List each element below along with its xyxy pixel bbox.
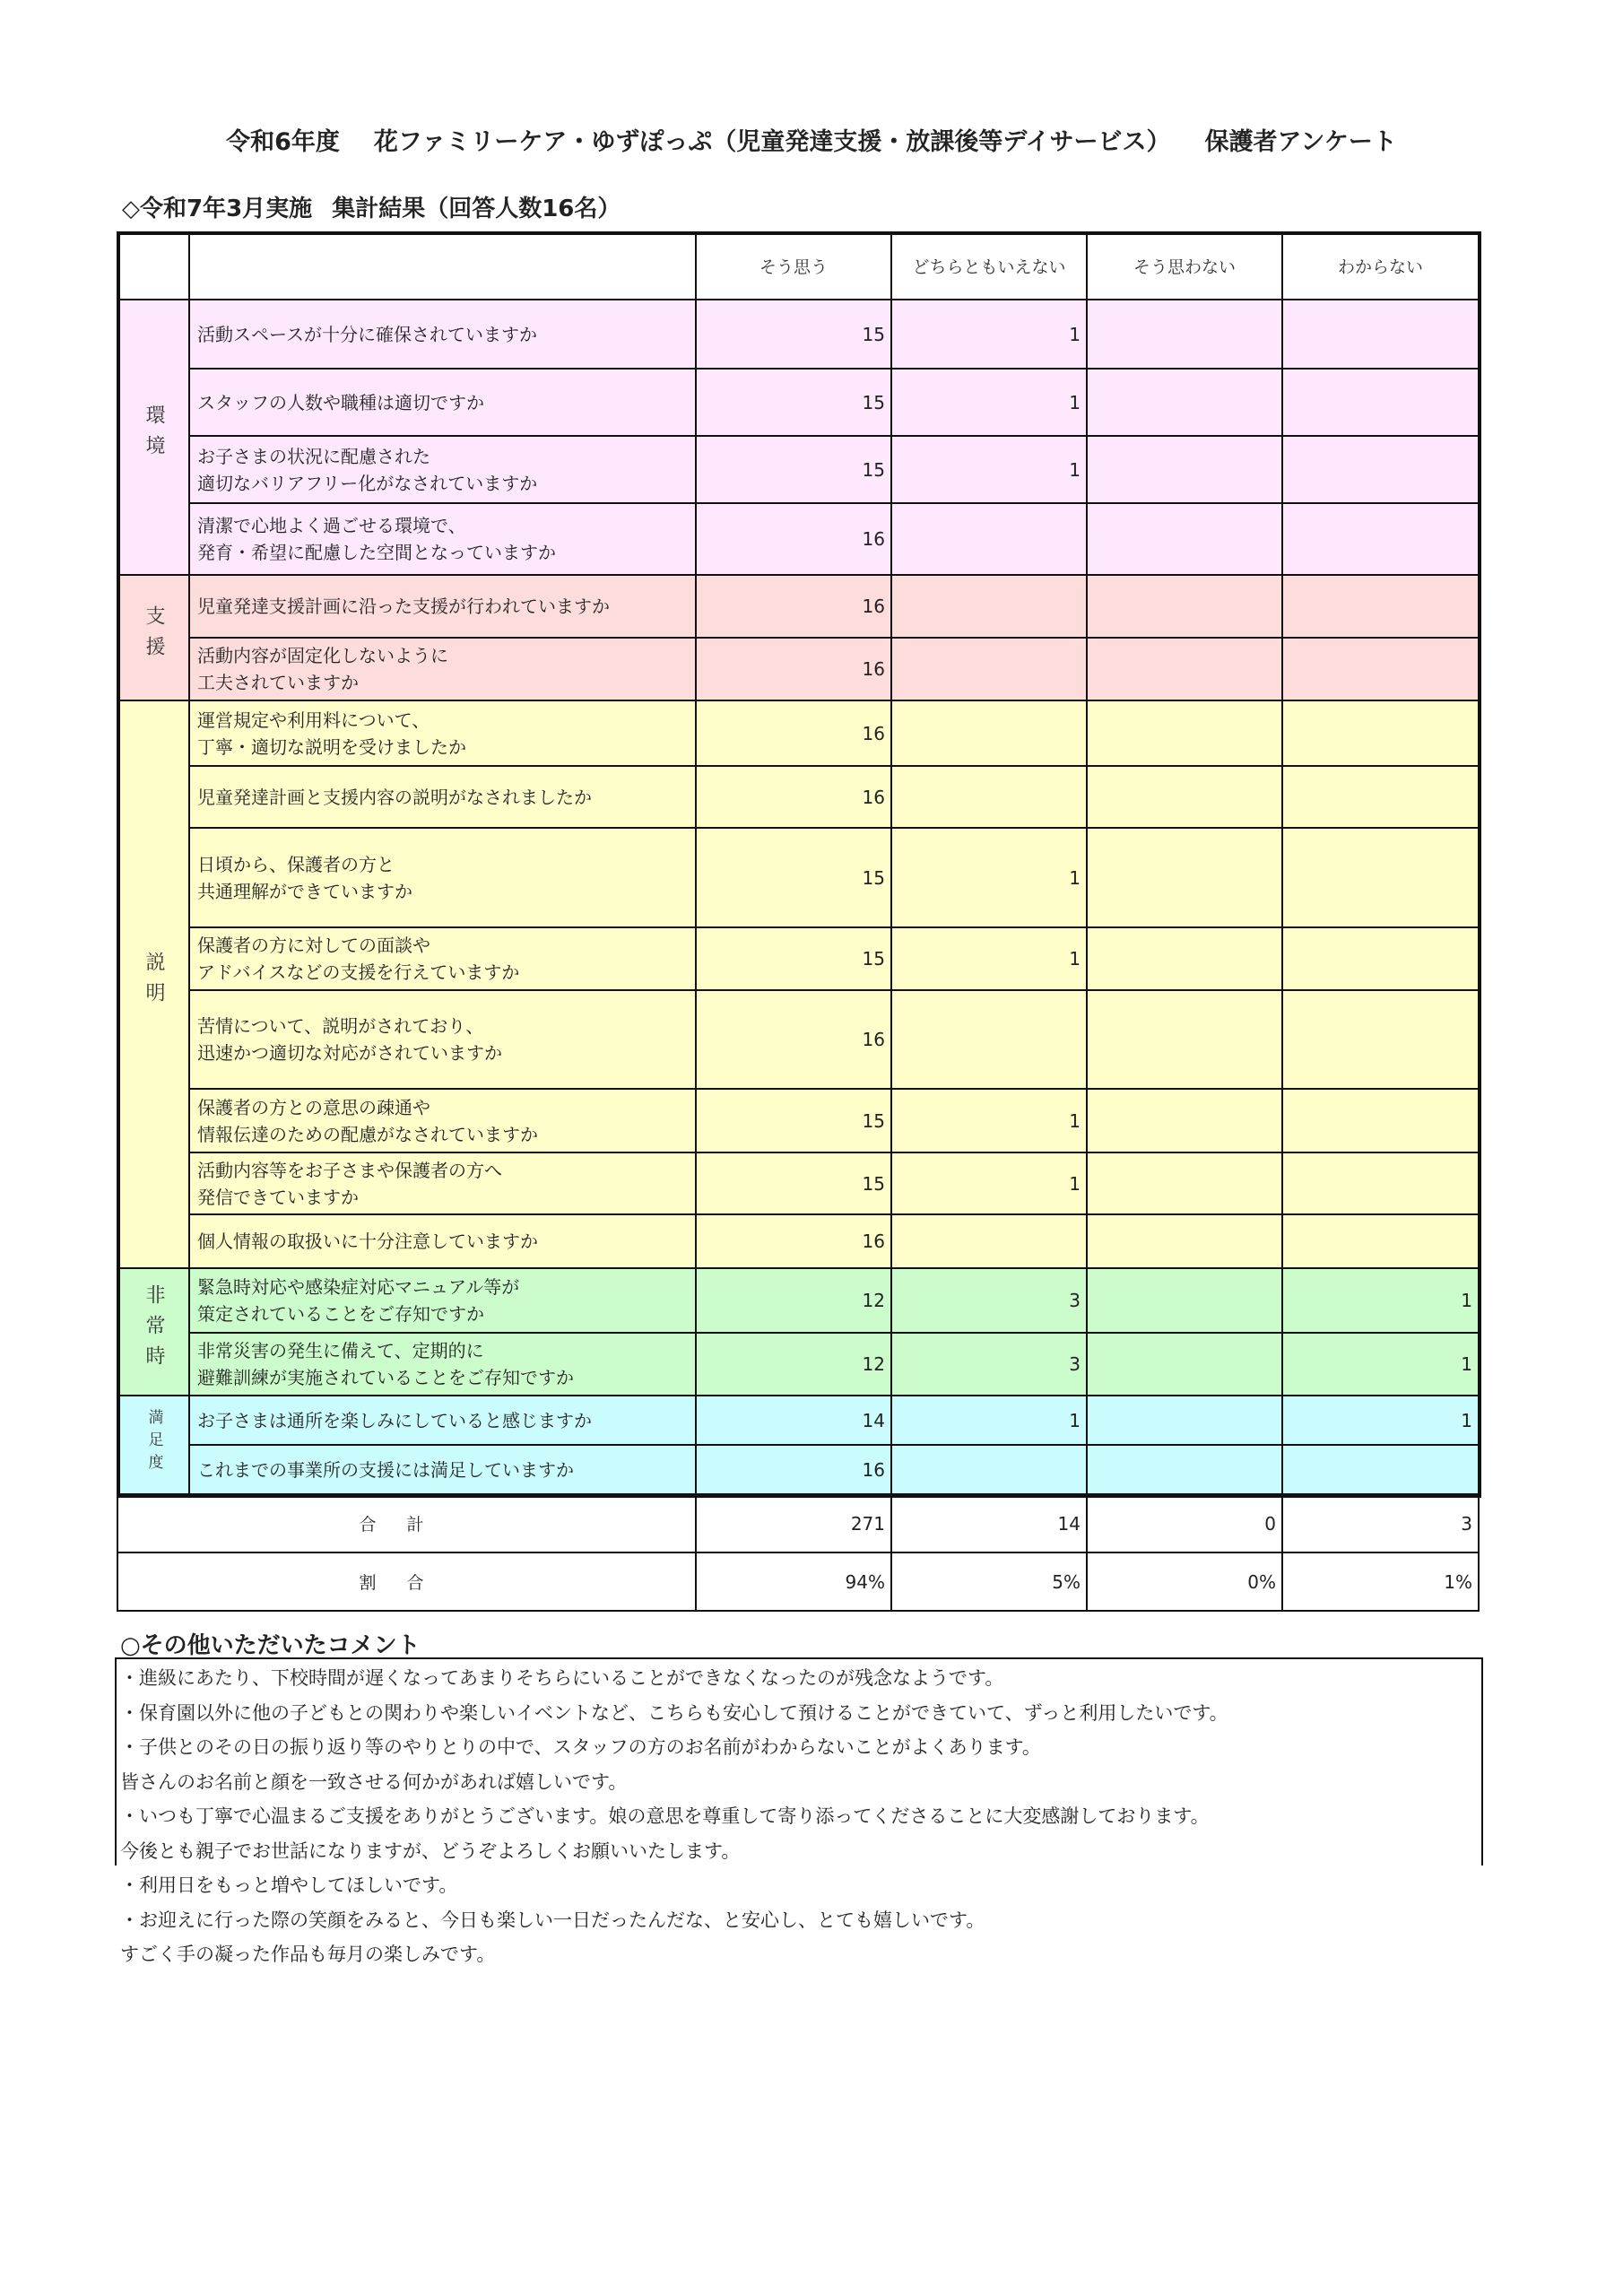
question-line: 適切なバリアフリー化がなされていますか — [197, 472, 538, 494]
ratio-row-value: 5% — [891, 1552, 1087, 1611]
question-text — [189, 1396, 696, 1445]
column-header-unknown: わからない — [1282, 232, 1479, 300]
value-neutral — [891, 766, 1087, 828]
category-label: 環境 — [143, 404, 165, 465]
question-text — [189, 1089, 696, 1152]
question-line: 非常災害の発生に備えて、定期的に — [197, 1340, 484, 1361]
question-line: これまでの事業所の支援には満足していますか — [197, 1458, 574, 1481]
comments-title: ○その他いただいたコメント — [120, 1632, 421, 1659]
value-agree: 15 — [696, 1152, 891, 1214]
value-neutral — [891, 990, 1087, 1089]
question-text — [189, 1268, 696, 1333]
question-text — [189, 1214, 696, 1268]
header-question-cell — [189, 232, 696, 300]
question-line: 発育・希望に配慮した空間となっていますか — [197, 542, 556, 563]
table-row — [117, 1089, 1479, 1152]
question-text — [189, 700, 696, 766]
question-line: 丁寧・適切な説明を受けましたか — [197, 735, 466, 758]
value-agree: 15 — [696, 369, 891, 436]
value-disagree — [1087, 638, 1282, 700]
table-row — [117, 1268, 1479, 1333]
value-disagree — [1087, 927, 1282, 990]
results-subtitle — [122, 190, 621, 223]
table-row — [117, 1152, 1479, 1214]
question-line: 緊急時対応や感染症対応マニュアル等が — [197, 1276, 520, 1298]
value-disagree — [1087, 1445, 1282, 1494]
column-header-agree: そう思う — [696, 232, 891, 300]
value-disagree — [1087, 300, 1282, 369]
comments-list — [120, 1661, 1228, 1972]
category-cell — [117, 1268, 189, 1396]
question-line: アドバイスなどの支援を行えていますか — [197, 961, 520, 983]
question-text — [189, 436, 696, 503]
value-agree: 14 — [696, 1396, 891, 1445]
table-row — [117, 638, 1479, 700]
value-disagree — [1087, 1089, 1282, 1152]
value-unknown — [1282, 927, 1479, 990]
table-row — [117, 1445, 1479, 1494]
table-row — [117, 1214, 1479, 1268]
value-unknown — [1282, 638, 1479, 700]
question-line: 苦情について、説明がされており、 — [197, 1015, 484, 1037]
value-neutral: 1 — [891, 300, 1087, 369]
title-year: 令和6年度 — [226, 128, 340, 156]
value-disagree — [1087, 1333, 1282, 1396]
question-line: お子さまは通所を楽しみにしていると感じますか — [197, 1409, 592, 1431]
table-row — [117, 700, 1479, 766]
value-unknown — [1282, 1445, 1479, 1494]
value-unknown — [1282, 575, 1479, 638]
ratio-row — [117, 1552, 1479, 1611]
category-cell — [117, 700, 189, 1268]
table-row — [117, 927, 1479, 990]
question-line: 日頃から、保護者の方と — [197, 853, 395, 875]
value-neutral: 1 — [891, 1152, 1087, 1214]
value-disagree — [1087, 503, 1282, 575]
comment-line: ・いつも丁寧で心温まるご支援をありがとうございます。娘の意思を尊重して寄り添ってくださることに大変感謝しております。 — [120, 1805, 1210, 1827]
value-neutral — [891, 638, 1087, 700]
question-line: 情報伝達のための配慮がなされていますか — [197, 1123, 538, 1145]
table-row — [117, 1396, 1479, 1445]
total-row-value: 271 — [696, 1494, 891, 1552]
question-text — [189, 1152, 696, 1214]
value-unknown — [1282, 436, 1479, 503]
comment-line: ・進級にあたり、下校時間が遅くなってあまりそちらにいることができなくなったのが残念なようです。 — [120, 1667, 1004, 1689]
value-neutral: 1 — [891, 828, 1087, 927]
survey-results-table — [117, 231, 1480, 1612]
question-line: 児童発達計画と支援内容の説明がなされましたか — [197, 786, 592, 808]
table-row — [117, 369, 1479, 436]
value-agree: 16 — [696, 1214, 891, 1268]
question-line: 保護者の方との意思の疎通や — [197, 1096, 430, 1118]
category-label: 非常時 — [143, 1283, 165, 1376]
value-neutral: 3 — [891, 1333, 1087, 1396]
question-line: 工夫されていますか — [197, 672, 359, 693]
value-disagree — [1087, 369, 1282, 436]
question-text — [189, 1445, 696, 1494]
value-disagree — [1087, 1396, 1282, 1445]
value-neutral: 1 — [891, 927, 1087, 990]
ratio-row-label: 割合 — [359, 1573, 455, 1593]
title-facility: 花ファミリーケア・ゆずぽっぷ（児童発達支援・放課後等デイサービス） — [373, 128, 1171, 156]
question-text — [189, 766, 696, 828]
value-agree: 15 — [696, 300, 891, 369]
category-label: 満足度 — [144, 1409, 163, 1476]
value-unknown: 1 — [1282, 1396, 1479, 1445]
value-agree: 15 — [696, 436, 891, 503]
table-header-row — [117, 232, 1479, 300]
value-unknown — [1282, 700, 1479, 766]
value-neutral: 1 — [891, 436, 1087, 503]
column-header-disagree: そう思わない — [1087, 232, 1282, 300]
table-row — [117, 990, 1479, 1089]
value-unknown — [1282, 503, 1479, 575]
value-agree: 16 — [696, 638, 891, 700]
table-row — [117, 1333, 1479, 1396]
total-row-value: 3 — [1282, 1494, 1479, 1552]
value-neutral: 1 — [891, 1396, 1087, 1445]
question-line: 活動スペースが十分に確保されていますか — [197, 323, 537, 345]
value-neutral: 1 — [891, 1089, 1087, 1152]
value-agree: 16 — [696, 503, 891, 575]
question-line: 発信できていますか — [197, 1186, 359, 1208]
total-row-label: 合計 — [359, 1515, 455, 1535]
subtitle-summary: 集計結果（回答人数16名） — [332, 196, 621, 222]
question-line: 保護者の方に対しての面談や — [197, 935, 430, 956]
category-label: 支援 — [143, 604, 165, 666]
document-title — [0, 122, 1623, 157]
value-unknown — [1282, 1089, 1479, 1152]
question-text — [189, 828, 696, 927]
total-row-label-cell — [117, 1494, 696, 1552]
question-text — [189, 575, 696, 638]
value-agree: 16 — [696, 766, 891, 828]
question-line: 清潔で心地よく過ごせる環境で、 — [197, 515, 466, 536]
table-row — [117, 503, 1479, 575]
question-line: 児童発達支援計画に沿った支援が行われていますか — [197, 596, 610, 617]
question-line: 避難訓練が実施されていることをご存知ですか — [197, 1367, 574, 1388]
question-line: 活動内容が固定化しないように — [197, 645, 448, 666]
value-unknown — [1282, 828, 1479, 927]
question-line: 迅速かつ適切な対応がされていますか — [197, 1042, 502, 1064]
comment-line: すごく手の凝った作品も毎月の楽しみです。 — [120, 1944, 496, 1965]
subtitle-date: ◇令和7年3月実施 — [122, 196, 313, 222]
question-line: 策定されていることをご存知ですか — [197, 1303, 484, 1325]
value-disagree — [1087, 1268, 1282, 1333]
value-disagree — [1087, 766, 1282, 828]
value-agree: 15 — [696, 1089, 891, 1152]
question-text — [189, 638, 696, 700]
table-row — [117, 436, 1479, 503]
value-disagree — [1087, 575, 1282, 638]
value-neutral — [891, 1445, 1087, 1494]
question-line: 共通理解ができていますか — [197, 880, 412, 902]
table-row — [117, 575, 1479, 638]
value-agree: 12 — [696, 1333, 891, 1396]
value-agree: 15 — [696, 828, 891, 927]
value-unknown — [1282, 300, 1479, 369]
comment-line: ・保育園以外に他の子どもとの関わりや楽しいイベントなど、こちらも安心して預けることができていて、ずっと利用したいです。 — [120, 1701, 1228, 1724]
ratio-row-value: 94% — [696, 1552, 891, 1611]
value-disagree — [1087, 1214, 1282, 1268]
question-text — [189, 300, 696, 369]
value-neutral — [891, 1214, 1087, 1268]
title-survey: 保護者アンケート — [1204, 128, 1397, 156]
value-agree: 12 — [696, 1268, 891, 1333]
value-unknown — [1282, 766, 1479, 828]
value-agree: 16 — [696, 700, 891, 766]
value-unknown: 1 — [1282, 1268, 1479, 1333]
category-cell — [117, 300, 189, 575]
table-row — [117, 300, 1479, 369]
value-unknown — [1282, 1152, 1479, 1214]
value-unknown — [1282, 369, 1479, 436]
value-agree: 15 — [696, 927, 891, 990]
comment-line: ・お迎えに行った際の笑顔をみると、今日も楽しい一日だったんだな、と安心し、とても嬉しいです。 — [120, 1909, 985, 1931]
value-neutral: 1 — [891, 369, 1087, 436]
value-neutral: 3 — [891, 1268, 1087, 1333]
value-unknown: 1 — [1282, 1333, 1479, 1396]
table-row — [117, 828, 1479, 927]
question-line: お子さまの状況に配慮された — [197, 445, 430, 467]
ratio-row-label-cell — [117, 1552, 696, 1611]
value-disagree — [1087, 700, 1282, 766]
value-disagree — [1087, 990, 1282, 1089]
question-line: スタッフの人数や職種は適切ですか — [197, 391, 484, 413]
value-unknown — [1282, 1214, 1479, 1268]
value-agree: 16 — [696, 1445, 891, 1494]
question-line: 運営規定や利用料について、 — [197, 709, 430, 731]
question-text — [189, 990, 696, 1089]
category-label: 説明 — [143, 952, 165, 1013]
value-unknown — [1282, 990, 1479, 1089]
value-disagree — [1087, 828, 1282, 927]
category-cell — [117, 575, 189, 700]
comment-line: 今後とも親子でお世話になりますが、どうぞよろしくお願いいたします。 — [120, 1839, 741, 1862]
table-row — [117, 766, 1479, 828]
comment-line: ・子供とのその日の振り返り等のやりとりの中で、スタッフの方のお名前がわからないことがよくあります。 — [120, 1736, 1041, 1758]
value-disagree — [1087, 1152, 1282, 1214]
question-text — [189, 503, 696, 575]
total-row-value: 0 — [1087, 1494, 1282, 1552]
question-text — [189, 927, 696, 990]
question-text — [189, 1333, 696, 1396]
header-category-cell — [117, 232, 189, 300]
comment-line: 皆さんのお名前と顔を一致させる何かがあれば嬉しいです。 — [120, 1770, 628, 1793]
value-disagree — [1087, 436, 1282, 503]
total-row — [117, 1494, 1479, 1552]
value-agree: 16 — [696, 990, 891, 1089]
value-neutral — [891, 700, 1087, 766]
ratio-row-value: 1% — [1282, 1552, 1479, 1611]
comment-line: ・利用日をもっと増やしてほしいです。 — [120, 1874, 458, 1896]
category-cell — [117, 1396, 189, 1494]
total-row-value: 14 — [891, 1494, 1087, 1552]
question-text — [189, 369, 696, 436]
question-line: 活動内容等をお子さまや保護者の方へ — [197, 1159, 502, 1181]
value-neutral — [891, 575, 1087, 638]
value-agree: 16 — [696, 575, 891, 638]
question-line: 個人情報の取扱いに十分注意していますか — [197, 1231, 538, 1252]
value-neutral — [891, 503, 1087, 575]
column-header-neutral: どちらともいえない — [891, 232, 1087, 300]
ratio-row-value: 0% — [1087, 1552, 1282, 1611]
